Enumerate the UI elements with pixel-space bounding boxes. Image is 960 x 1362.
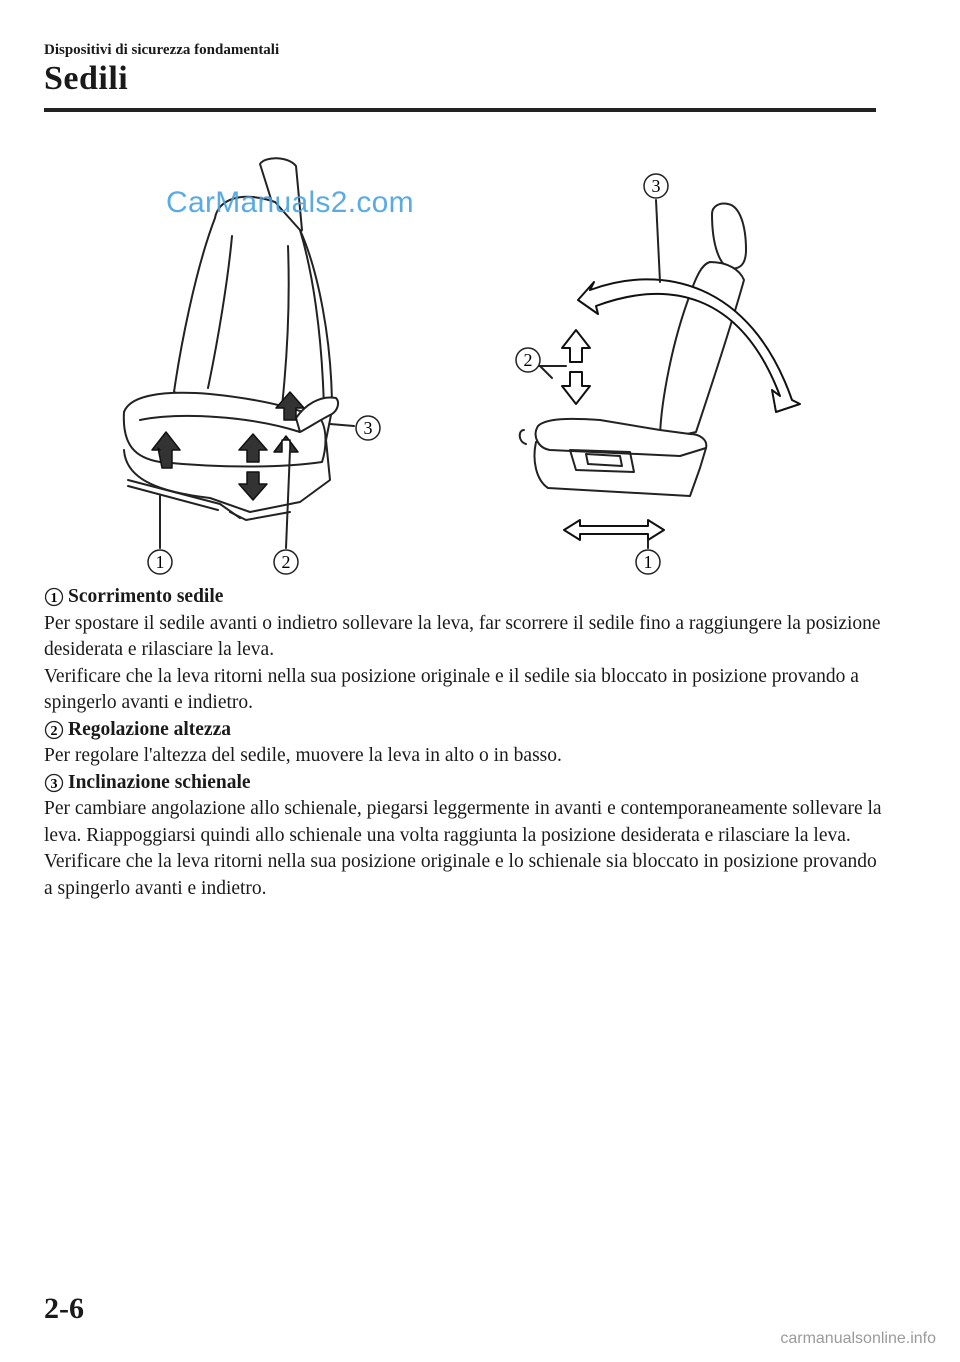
svg-text:1: 1 <box>50 591 58 607</box>
item-paragraph: Verificare che la leva ritorni nella sua posizione originale e lo schienale sia bloccato in posizione provando a spingerlo avanti e indietro. <box>44 851 877 899</box>
svg-text:3: 3 <box>50 776 58 792</box>
item-heading: Inclinazione schienale <box>68 771 251 793</box>
item-heading: Scorrimento sedile <box>68 586 224 607</box>
callout-1-left <box>148 550 172 574</box>
svg-text:2: 2 <box>50 723 58 739</box>
item-paragraph: Per cambiare angolazione allo schienale, piegarsi leggermente in avanti e contemporaneamente sollevare la leva. Riappoggiarsi quindi allo schienale una volta raggiunta la posizione desiderata e rilasciare la leva. <box>44 798 882 846</box>
svg-text:3: 3 <box>363 418 373 438</box>
side-seat-drawing <box>520 203 746 496</box>
instructions <box>44 584 884 902</box>
callout-2-right <box>516 348 540 372</box>
item-height-adjust <box>44 717 884 770</box>
title-divider <box>44 108 876 112</box>
callout-1-right <box>636 550 660 574</box>
item-seat-slide <box>44 584 884 717</box>
number-3-icon <box>44 773 64 793</box>
svg-text:2: 2 <box>281 552 291 572</box>
number-2-icon <box>44 720 64 740</box>
svg-text:1: 1 <box>155 552 165 572</box>
item-seatback-recline <box>44 770 884 903</box>
callout-2-left <box>274 550 298 574</box>
footer-site-watermark: carmanualsonline.info <box>780 1330 936 1347</box>
item-heading: Regolazione altezza <box>68 718 231 740</box>
watermark-logo: CarManuals2.com <box>166 186 414 219</box>
page-title: Sedili <box>44 60 129 97</box>
item-paragraph: Verificare che la leva ritorni nella sua posizione originale e il sedile sia bloccato in posizione provando a spingerlo avanti e indietro. <box>44 665 859 713</box>
item-paragraph: Per regolare l'altezza del sedile, muovere la leva in alto o in basso. <box>44 745 562 766</box>
svg-text:1: 1 <box>643 552 653 572</box>
item-paragraph: Per spostare il sedile avanti o indietro sollevare la leva, far scorrere il sedile fino a raggiungere la posizione desiderata e rilasciare la leva. <box>44 612 881 660</box>
callout-3-right <box>644 174 668 198</box>
page-number: 2-6 <box>44 1292 84 1325</box>
svg-text:3: 3 <box>651 176 661 196</box>
callout-3-left <box>356 416 380 440</box>
svg-text:2: 2 <box>523 350 533 370</box>
number-1-icon <box>44 587 64 607</box>
section-label: Dispositivi di sicurezza fondamentali <box>44 42 280 58</box>
